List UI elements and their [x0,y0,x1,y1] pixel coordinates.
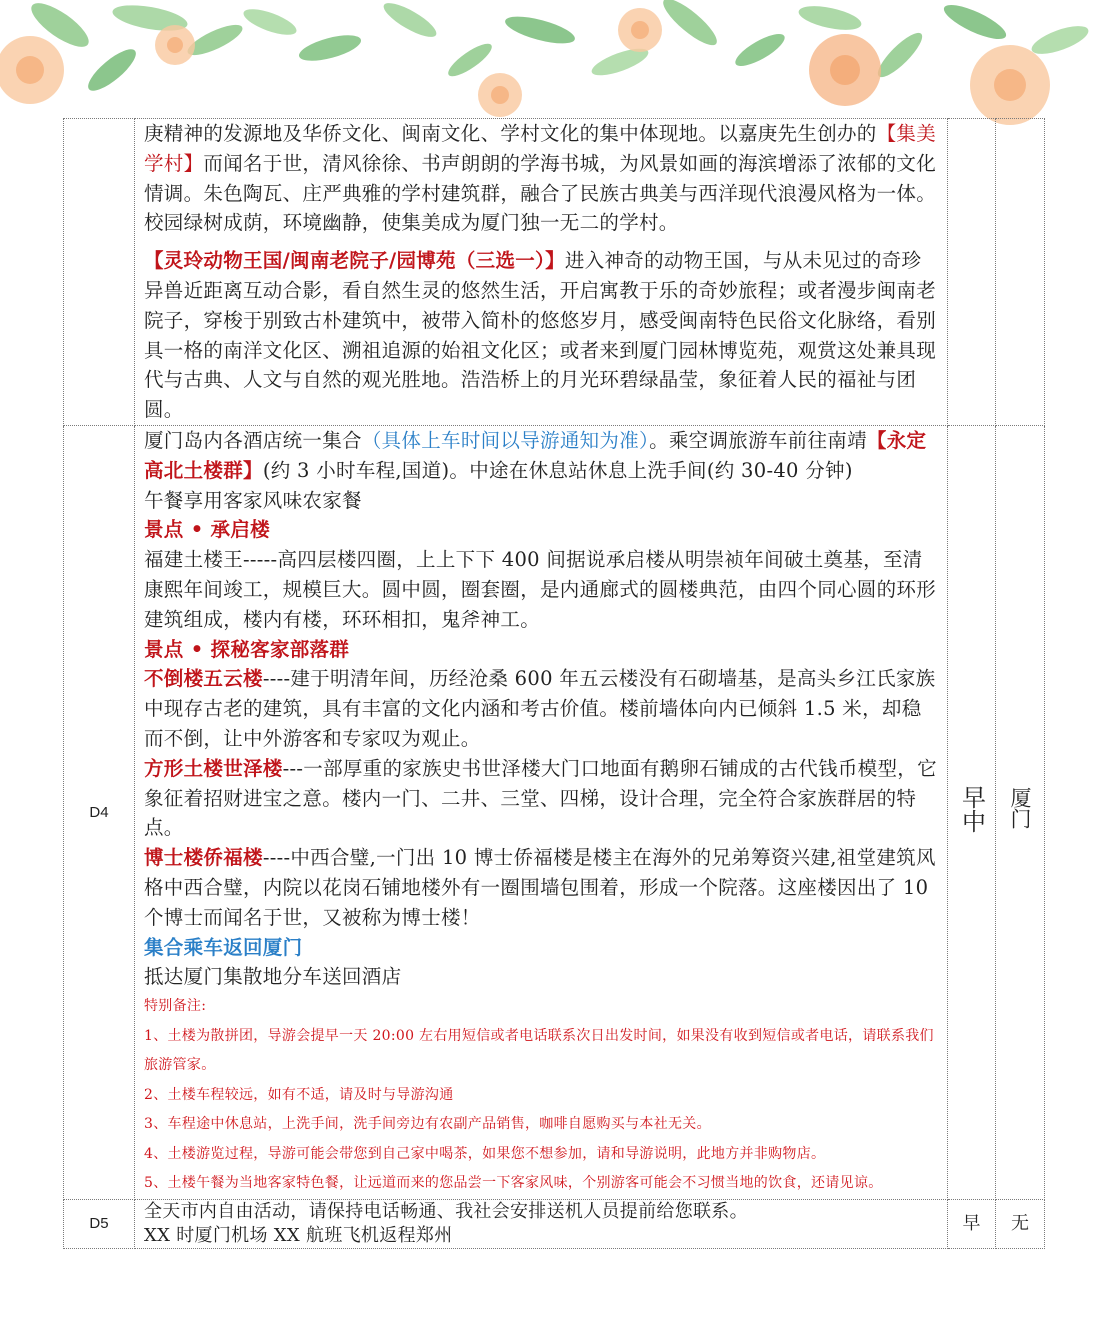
leaf-shape [444,39,496,82]
stay-cell [996,119,1045,426]
meal-cell [948,119,996,426]
building1-name: 不倒楼五云楼 [144,667,263,691]
spot1-text: 福建土楼王-----高四层楼四圈，上上下下 400 间据说承启楼从明崇祯年间破土奠基，至清康熙年间竣工，规模巨大。圆中圆，圈套圈，是内通廊式的圆楼典范，由四个同心圆的环形建筑组成，楼内有楼，环环相扣，鬼斧神工。 [144,548,937,631]
meal-cell-d4 [948,425,996,1199]
stay-text: 厦门 [1008,787,1032,830]
leaf-shape [503,11,578,49]
d5-line1: 全天市内自由活动，请保持电话畅通、我社会安排送机人员提前给您联系。 [144,1200,748,1222]
leaf-shape [297,30,364,66]
note-item: 1、土楼为散拼团，导游会提早一天 20:00 左右用短信或者电话联系次日出发时间，如果没有收到短信或者电话，请联系我们旅游管家。 [144,1027,934,1074]
pickup-note: （具体上车时间以导游通知为准） [361,428,650,452]
leaf-shape [797,2,864,35]
content-cell [135,119,948,426]
d5-line2: XX 时厦门机场 XX 航班飞机返程郑州 [144,1224,453,1246]
building2-paragraph: 方形土楼世泽楼---一部厚重的家族史书世泽楼大门口地面有鹅卵石铺成的古代钱币模型，它象征着招财进宝之意。楼内一门、二井、三堂、四梯，设计合理，完全符合家族群居的特点。 [144,756,937,840]
leaf-shape [731,28,788,72]
note-item: 2、土楼车程较远，如有不适，请及时与导游沟通 [144,1086,454,1103]
building2-name: 方形土楼世泽楼 [144,756,283,780]
spot2-title: 景点 • 探秘客家部落群 [144,637,350,661]
jimei-paragraph: 庚精神的发源地及华侨文化、闽南文化、学村文化的集中体现地。以嘉庚先生创办的【集美学村】而闻名于世，清风徐徐、书声朗朗的学海书城，为风景如画的海滨增添了浓郁的文化情调。朱色陶瓦、庄严典雅的学村建筑群，融合了民族古典美与西洋现代浪漫风格为一体。校园绿树成荫，环境幽静，使集美成为厦门独一无二的学村。 [144,122,937,235]
return-title: 集合乘车返回厦门 [144,935,303,959]
stay-cell-d4 [996,425,1045,1199]
notes-title: 特别备注: [144,998,207,1015]
building3-paragraph: 博士楼侨福楼----中西合璧,一门出 10 博士侨福楼是楼主在海外的兄弟筹资兴建,祖堂建筑风格中西合璧，内院以花岗石铺地楼外有一圈围墙包围着，形成一个院落。这座楼因出了 10 个博士而闻名于世，又被称为博士楼！ [144,846,936,929]
stay-cell-d5: 无 [996,1199,1045,1248]
leaf-shape [241,4,300,40]
building1-paragraph: 不倒楼五云楼----建于明清年间，历经沧桑 600 年五云楼没有石砌墙基，是高头乡江氏家族中现存古老的建筑，具有丰富的文化内涵和考古价值。楼前墙体向内已倾斜 1.5 米，却稳而不倒，让中外游客和专家叹为观止。 [144,667,936,750]
day-cell [64,119,135,426]
zoo-highlight: 【灵玲动物王国/闽南老院子/园博苑（三选一）】 [144,249,565,273]
meal-cell-d5: 早 [948,1199,996,1248]
spot1-title: 景点 • 承启楼 [144,518,270,542]
note-item: 4、土楼游览过程，导游可能会带您到自己家中喝茶，如果您不想参加，请和导游说明，此地方并非购物店。 [144,1145,826,1162]
meal-text: 早中 [957,784,986,833]
floral-header-decoration [0,0,1103,125]
zoo-paragraph: 【灵玲动物王国/闽南老院子/园博苑（三选一）】进入神奇的动物王国，与从未见过的奇珍异兽近距离互动合影，看自然生灵的悠然生活，开启寓教于乐的奇妙旅程；或者漫步闽南老院子，穿梭于别致古朴建筑中，被带入简朴的悠悠岁月，感受闽南特色民俗文化脉络，看别具一格的南洋文化区、溯祖追源的始祖文化区；或者来到厦门园林博览苑，观赏这处兼具现代与古典、人文与自然的观光胜地。浩浩桥上的月光环碧绿晶莹，象征着人民的福祉与团圆。 [144,249,937,422]
table-row-d3-continued [64,119,1045,426]
d4-intro: 厦门岛内各酒店统一集合（具体上车时间以导游通知为准）。乘空调旅游车前往南靖【永定高北土楼群】(约 3 小时车程,国道)。中途在休息站休息上洗手间(约 30-40 分钟) [144,428,927,482]
jimei-highlight: 【集美学村】 [144,122,937,175]
table-row-d4 [64,425,1045,1199]
table-row-d5 [64,1199,1045,1248]
content-cell [135,1199,948,1248]
tulou-highlight: 【永定高北土楼群】 [144,428,927,482]
note-item: 3、车程途中休息站，上洗手间，洗手间旁边有农副产品销售，咖啡自愿购买与本社无关。 [144,1116,711,1133]
building3-name: 博士楼侨福楼 [144,846,263,870]
lunch-text: 午餐享用客家风味农家餐 [144,488,362,512]
leaf-shape [1028,20,1091,59]
leaf-shape [658,0,723,52]
itinerary-table [63,118,1045,1249]
note-item: 5、土楼午餐为当地客家特色餐，让远道而来的您品尝一下客家风味，个别游客可能会不习惯当地的饮食，还请见谅。 [144,1175,883,1192]
leaf-shape [940,0,1010,45]
leaf-shape [83,43,142,97]
leaf-shape [380,0,441,43]
content-cell [135,425,948,1199]
day-label-d5: D5 [64,1199,135,1248]
day-label-d4: D4 [64,425,135,1199]
return-text: 抵达厦门集散地分车送回酒店 [144,965,402,989]
